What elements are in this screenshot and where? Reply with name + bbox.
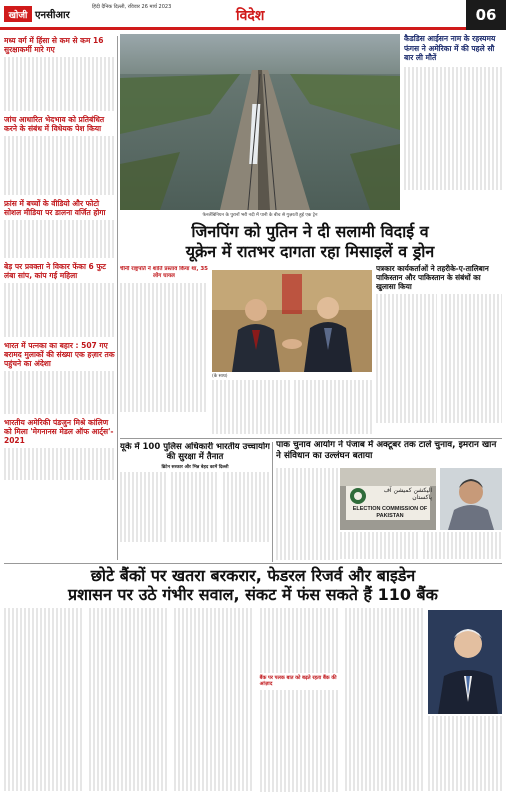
logo-text: एनसीआर — [35, 10, 70, 21]
ttp-story — [376, 264, 502, 436]
story-body — [120, 283, 208, 412]
xi-putin-story-body — [212, 380, 372, 436]
xi-putin-headline — [118, 222, 502, 262]
story-headline: कैडडिस आईसन नाम के रहस्यमय फंगस ने अमेरिका में की पहले सौ बार ली मौतें — [404, 34, 496, 62]
page-number: 06 — [466, 0, 506, 30]
pakistan-story-body — [276, 468, 338, 562]
section-rule — [120, 438, 502, 439]
story-body — [4, 283, 116, 337]
pakistan-story-body-2 — [340, 532, 502, 562]
story-body — [404, 67, 502, 191]
story-body — [4, 371, 116, 414]
story-body — [376, 294, 502, 423]
flood-railway-photo — [120, 34, 400, 210]
story-body — [4, 220, 116, 258]
photo-caption: फेनलेंबिनियन के पुरानों भरी नदी में पानी के बीच से गुज़रती हुई एक ट्रेन — [202, 213, 318, 218]
story-body — [120, 472, 270, 542]
story-headline: भारतीय अमेरिकी पंडजुन मिश्रे कांलिण को मिला 'मेगनानस मेडल ऑफ आर्ट्स'- 2021 — [4, 417, 114, 445]
story-body — [4, 57, 116, 111]
bank-crisis-headline — [4, 566, 502, 604]
election-commission-photo — [340, 468, 436, 530]
story-body — [4, 448, 116, 480]
story-headline: जांच आधारित भेदभाव को प्रतिबंधित करने के संबंध में विधेयक पेश किया — [4, 114, 105, 133]
pakistan-headline-block — [276, 440, 502, 466]
logo-mark: खोजी — [4, 6, 32, 22]
biden-image — [428, 610, 502, 714]
story-kicker: चीनी राष्ट्रपति ने शांति प्रस्ताव किया था, 35 लोग घायल — [120, 266, 208, 279]
section-rule — [4, 563, 502, 564]
headline-line-1: जिनपिंग को पुतिन ने दी सलामी विदाई व — [191, 222, 429, 241]
logo — [4, 4, 70, 24]
ecp-sign-english — [348, 506, 432, 519]
flood-photo-image — [120, 34, 400, 210]
story-headline: पाक चुनाव आयोग ने पंजाब में अक्टूबर तक टाले चुनाव, इमरान खान ने संविधान का उल्लंघन बताया — [276, 440, 497, 461]
story-headline: मध्य वर्ग में हिंसा से कम से कम 16 सुरक्षाकर्मी मारे गए — [4, 36, 104, 54]
section-title: विदेश — [236, 8, 265, 24]
bank-story-body-2 — [428, 716, 502, 794]
ecp-sign-urdu: الیکشن کمیشن آف پاکستان — [383, 487, 432, 501]
xi-putin-photo — [212, 270, 372, 372]
headline-line-2: यूक्रेन में रातभर दागता रहा मिसाइलें व ड्रोन — [185, 242, 435, 261]
story-headline: फ्रांस में बच्चों के वीडियो और फोटो सोशल मीडिया पर डालना वर्जित होगा — [4, 199, 106, 218]
ecp-sign-line-1: ELECTION COMMISSION OF — [352, 506, 428, 512]
column-rule — [117, 36, 118, 560]
right-top-story — [404, 34, 502, 212]
story-byline: ब्रिटेन सरकार और भिन्न बेहद कामें दिल्ली — [161, 465, 229, 470]
ecp-sign-line-2: PAKISTAN — [376, 512, 404, 519]
masthead — [0, 0, 506, 30]
story-headline: यूके में 100 पुलिस अधिकारी भारतीय उच्चायोग की सुरक्षा में तैनात — [120, 442, 270, 462]
column-rule — [272, 442, 273, 562]
imran-khan-image — [440, 468, 502, 530]
uk-police-story — [120, 442, 270, 562]
story-headline: बेड़ पर प्रवक्ता ने विकार फेंका 6 फुट लंबा सांप, कांप गई महिला — [4, 261, 106, 280]
imran-khan-photo — [440, 468, 502, 530]
dateline: हिंदी दैनिक दिल्ली, रविवार 26 मार्च 2023 — [92, 4, 172, 10]
left-column — [4, 36, 116, 560]
headline-line-2: प्रशासन पर उठे गंभीर सवाल, संकट में फंस सकते हैं 110 बैंक — [68, 585, 438, 604]
biden-photo — [428, 610, 502, 714]
xi-putin-story-col-1 — [120, 266, 208, 436]
story-headline: भारत में पत्नका का बहार : 507 गए बरामद मुलाकों की संख्या एक हज़ार तक पहुंचने का अंदेशा — [4, 340, 115, 368]
bank-story-body — [4, 608, 424, 794]
xi-putin-image — [212, 270, 372, 372]
story-body — [4, 136, 116, 195]
headline-line-1: छोटे बैंकों पर खतरा बरकरार, फेडरल रिजर्व और बाइडेन — [90, 566, 416, 585]
story-subhead: बैंक पर पलक बात को बढ़ते रहता बैंक की आंज़ाद — [259, 674, 337, 688]
story-headline: पत्रकार कार्यकर्ताओं ने तहरीके-ए-तालिबान पाकिस्तान और पाकिस्तान के संबंधों का खुलासा किया — [376, 264, 489, 291]
photo-caption: (के साथ) — [212, 374, 228, 379]
